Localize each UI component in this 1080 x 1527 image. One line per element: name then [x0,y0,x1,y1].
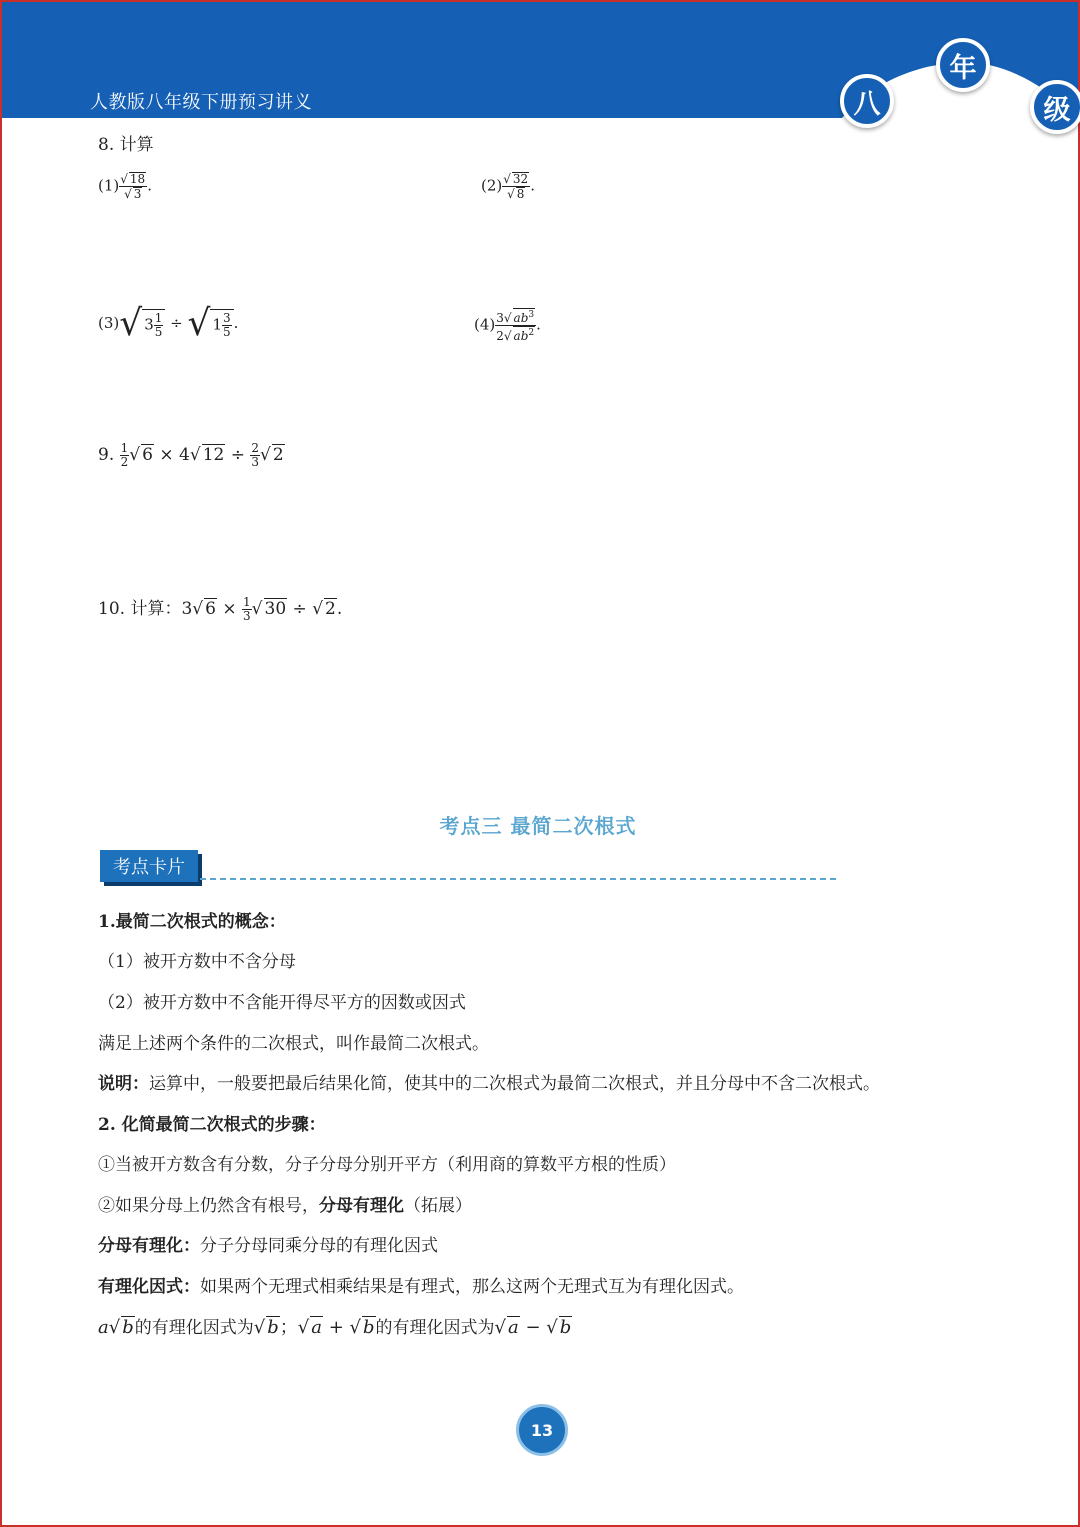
grade-badge-ji: 级 [1030,80,1080,134]
note-line [98,1069,880,1094]
concept-item-2: （2）被开方数中不含能开得尽平方的因数或因式 [98,993,466,1013]
problem-8-label: 8. 计算 [98,135,154,155]
header-title: 人教版八年级下册预习讲义 [90,92,312,113]
problem-10: 10. 计算：3√ 6 × $\frac{1}{3}$ √ 30 ÷ √ 2. [98,595,343,623]
step-1: ①当被开方数含有分数，分子分母分别开平方（利用商的算数平方根的性质） [98,1155,676,1175]
grade-badge-ba: 八 [840,74,894,128]
problem-8-1: (1) $\frac{√ 18}{√ 3}$ . [98,172,152,201]
steps-heading: 2. 化简最简二次根式的步骤： [98,1115,326,1135]
card-tab: 考点卡片 [100,850,198,882]
step-2: ②如果分母上仍然含有根号，分母有理化（拓展） [98,1196,472,1216]
concept-summary: 满足上述两个条件的二次根式，叫作最简二次根式。 [98,1034,489,1054]
grade-badge-nian: 年 [936,38,990,92]
concept-heading: 1.最简二次根式的概念： [98,912,286,932]
definition-factor: 有理化因式：如果两个无理式相乘结果是有理式，那么这两个无理式互为有理化因式。 [98,1277,744,1297]
problem-9: 9. $\frac{1}{2}$ √ 6 × 4√ 12 ÷ $\frac{2}{3}$ √ 2 [98,441,284,469]
problem-8-4: (4) $\frac{3√ ab^3}{2√ ab^2}$ . [474,310,541,343]
problem-8-3: (3)√ 3 $\frac{1}{5}$ ÷ √ 1 $\frac{3}{5}$ . [98,303,239,344]
note-label: 说明： [98,1074,149,1094]
problem-8-2: (2) $\frac{√ 32}{√ 8}$ . [481,172,535,201]
concept-item-1: （1）被开方数中不含分母 [98,952,296,972]
card-divider [200,878,836,880]
rationalizing-example: a√ b的有理化因式为√ b；√ a + √ b的有理化因式为√ a − √ b [98,1317,572,1338]
note-text: 运算中，一般要把最后结果化简，使其中的二次根式为最简二次根式，并且分母中不含二次根式。 [149,1074,880,1094]
definition-rationalize: 分母有理化：分子分母同乘分母的有理化因式 [98,1236,438,1256]
section-title: 考点三 最简二次根式 [439,814,637,838]
page-number: 13 [516,1404,568,1456]
